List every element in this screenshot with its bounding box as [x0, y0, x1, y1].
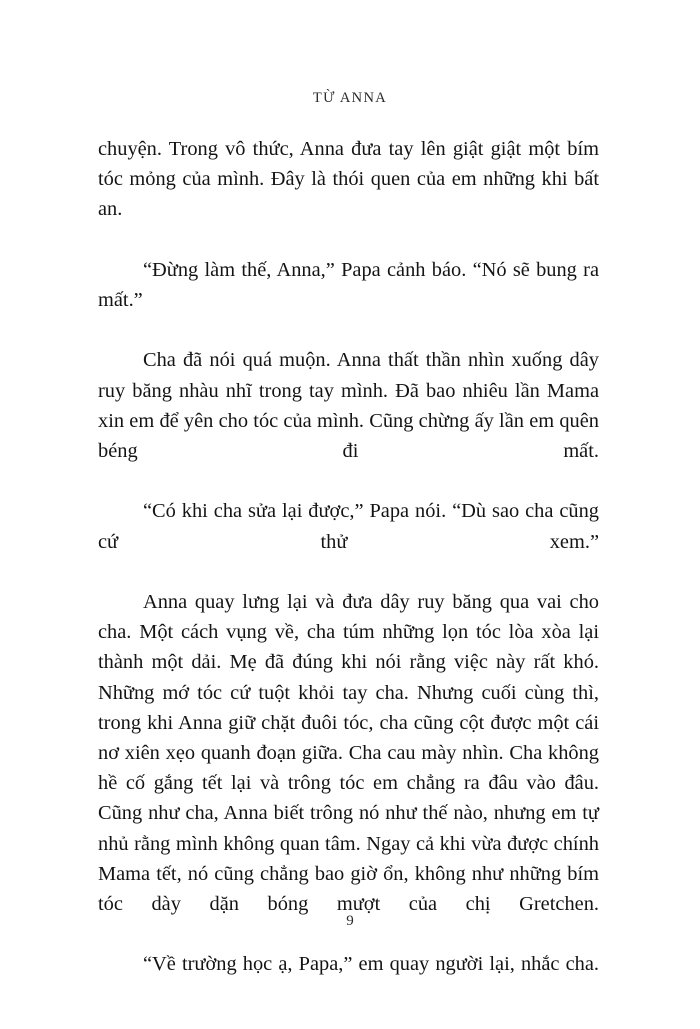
paragraph: “Có khi cha sửa lại được,” Papa nói. “Dù sao cha cũng cứ thử xem.” — [98, 500, 599, 553]
paragraph: chuyện. Trong vô thức, Anna đưa tay lên giật giật một bím tóc mỏng của mình. Đây là thói quen của em những khi bất an. — [98, 138, 599, 221]
paragraph: “Về trường học ạ, Papa,” em quay người lại, nhắc cha. — [143, 953, 599, 976]
paragraph: Anna quay lưng lại và đưa dây ruy băng qua vai cho cha. Một cách vụng về, cha túm những lọn tóc lòa xòa lại thành một dải. Mẹ đã đúng khi nói rằng việc này rất khó. Những mớ tóc cứ tuột khỏi tay cha. Nhưng cuối cùng thì, trong khi Anna giữ chặt đuôi tóc, cha cũng cột được một cái nơ xiên xẹo quanh đoạn giữa. Cha cau mày nhìn. Cha không hề cố gắng tết lại và trông tóc em chẳng ra đâu vào đâu. Cũng như cha, Anna biết trông nó như thế nào, nhưng em tự nhủ rằng mình không quan tâm. Ngay cả khi vừa được chính Mama tết, nó cũng chẳng bao giờ ổn, không như những bím tóc dày dặn bóng mượt của chị Gretchen. — [98, 591, 599, 916]
running-head: TỪ ANNA — [312, 90, 388, 106]
paragraph: Cha đã nói quá muộn. Anna thất thần nhìn xuống dây ruy băng nhàu nhĩ trong tay mình. Đã bao nhiêu lần Mama xin em để yên cho tóc của mình. Cũng chừng ấy lần em quên béng đi mất. — [98, 349, 599, 463]
body-text-block — [98, 134, 599, 1010]
paragraph: “Đừng làm thế, Anna,” Papa cảnh báo. “Nó sẽ bung ra mất.” — [98, 258, 599, 312]
page-number: 9 — [346, 913, 354, 929]
